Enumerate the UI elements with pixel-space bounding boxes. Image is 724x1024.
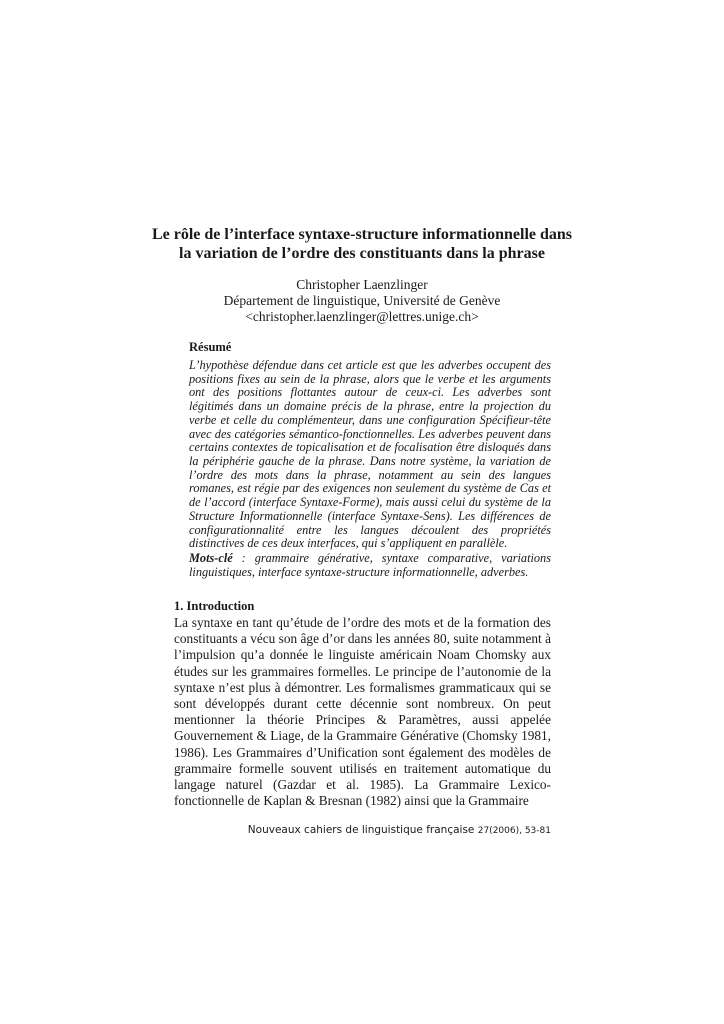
author-affiliation-block <box>150 293 574 324</box>
affiliation: Département de linguistique, Université de Genève <box>223 293 501 308</box>
keywords-label: Mots-clé <box>189 551 233 566</box>
journal-name: Nouveaux cahiers de linguistique française <box>247 824 475 836</box>
author-email: <christopher.laenzlinger@lettres.unige.ch> <box>245 308 479 324</box>
author-name: Christopher Laenzlinger <box>296 277 428 292</box>
section-heading: 1. Introduction <box>174 599 255 613</box>
section-body-text: La syntaxe en tant qu’étude de l’ordre des mots et de la formation des constituants a vécu son âge d’or dans les années 80, suite notamment à l’impulsion qu’a donnée le linguiste américain Noam Chomsky aux études sur les grammaires formelles. Le principe de l’autonomie de la syntaxe n’est plus à démontrer. Les formalismes grammaticaux qui se sont développés durant cette décennie sont nombreux. On peut mentionner la théorie Principes & Paramètres, aussi appelée Gouvernement & Liage, de la Grammaire Générative (Chomsky 1981, 1986). Les Grammaires d’Unification sont également des modèles de grammaire formelle souvent utilisés en traitement automatique du langage naturel (Gazdar et al. 1985). La Grammaire Lexico-fonctionnelle de Kaplan & Bresnan (1982) ainsi que la Grammaire <box>174 615 551 809</box>
journal-footer <box>248 823 551 838</box>
paper-title: Le rôle de l’interface syntaxe-structure informationnelle dans la variation de l’ordre des constituants dans la phrase <box>151 226 573 262</box>
journal-reference: 27(2006), 53-81 <box>477 826 551 836</box>
abstract-text: L’hypothèse défendue dans cet article est que les adverbes occupent des positions fixes au sein de la phrase, alors que le verbe et les arguments ont des positions flottantes autour de ceux-ci. Les adverbes sont légitimés dans un domaine précis de la phrase, entre la projection du verbe et celle du complémenteur, dans une configuration Spécifieur-tête avec des catégories sémantico-fonctionnelles. Les adverbes peuvent dans certains contextes de topicalisation et de focalisation être disloqués dans la périphérie gauche de la phrase. Dans notre système, la variation de l’ordre des mots dans la phrase, notamment au sein des langues romanes, est régie par des exigences non seulement du système de Cas et de l’accord (interface Syntaxe-Forme), mais aussi celui du système de la Structure Informationnelle (interface Syntaxe-Sens). Les différences de configurationnalité entre les langues découlent des propriétés distinctives de ces deux interfaces, qui s’appliquent en parallèle. <box>189 358 551 551</box>
keywords-line <box>189 552 551 579</box>
abstract-section <box>189 339 551 580</box>
keywords-list: : grammaire générative, syntaxe comparative, variations linguistiques, interface syntaxe-structure informationnelle, adverbes. <box>189 551 551 579</box>
abstract-heading: Résumé <box>189 340 232 354</box>
